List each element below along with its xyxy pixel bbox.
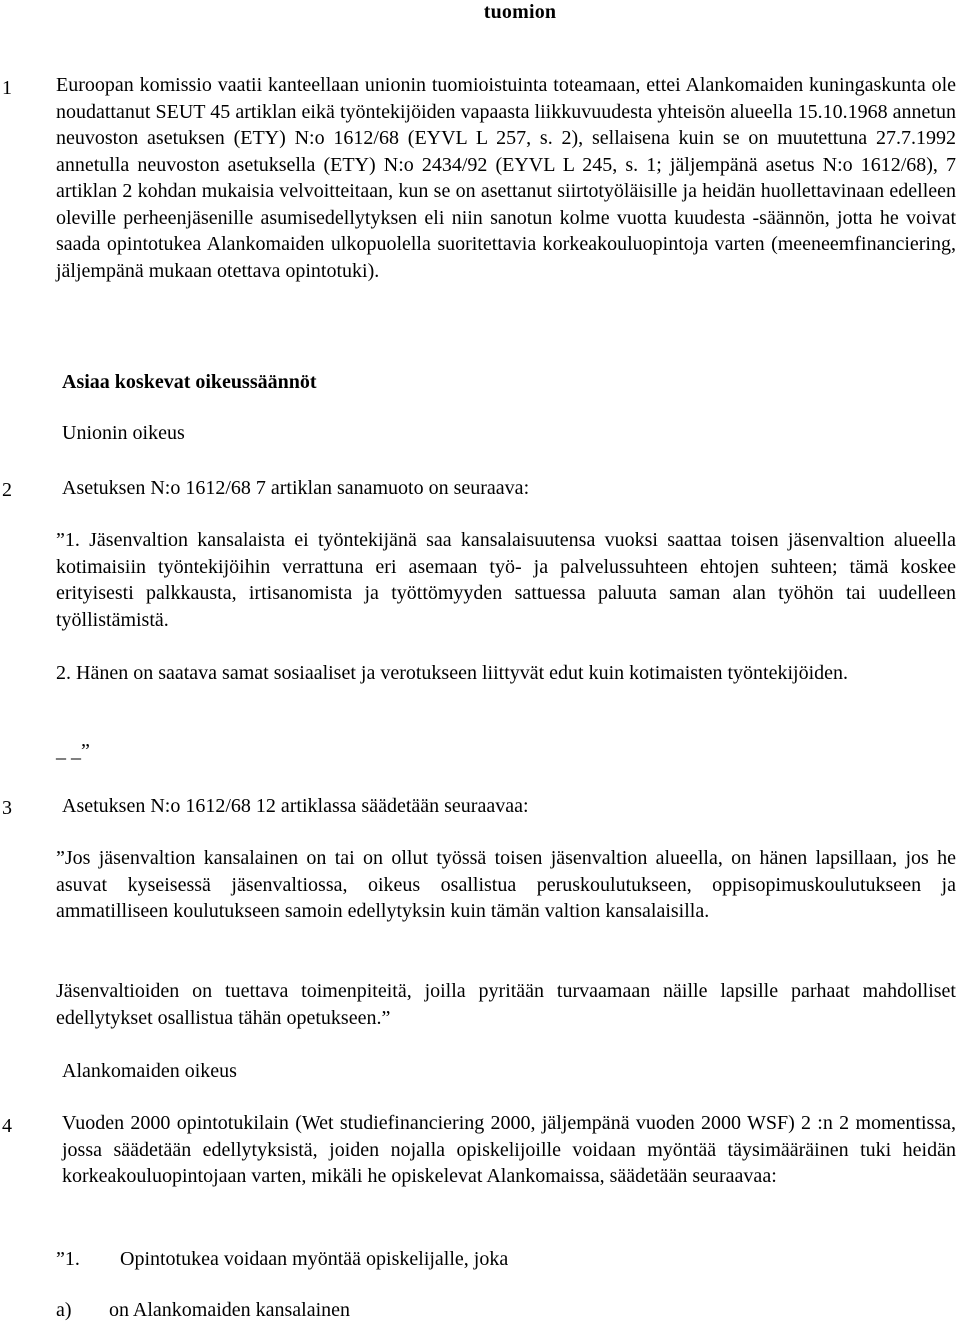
quote-item-text-1: Opintotukea voidaan myöntää opiskelijalle, joka — [120, 1248, 509, 1270]
paragraph-number-1: 1 — [2, 77, 12, 99]
paragraph-2: Asetuksen N:o 1612/68 7 artiklan sanamuoto on seuraava: — [62, 477, 530, 499]
section-heading-legal-rules: Asiaa koskevat oikeussäännöt — [62, 371, 317, 393]
paragraph-number-4: 4 — [2, 1115, 12, 1137]
paragraph-4: Vuoden 2000 opintotukilain (Wet studiefinanciering 2000, jäljempänä vuoden 2000 WSF) 2 :n 2 momentissa, jossa säädetään edellytyksistä, joiden nojalla opiskelijoille voidaan myöntää täysimääräinen tuki heidän korkeakouluopintojaan varten, mikäli he opiskelevat Alankomaissa, säädetään seuraavaa: — [62, 1112, 956, 1187]
quote-item-number-1: ”1. — [56, 1248, 80, 1270]
paragraph-3: Asetuksen N:o 1612/68 12 artiklassa säädetään seuraavaa: — [62, 795, 529, 817]
quote-subitem-label-a: a) — [56, 1299, 72, 1321]
subheading-union-law: Unionin oikeus — [62, 422, 185, 444]
quote-article-7-para-2: 2. Hänen on saatava samat sosiaaliset ja verotukseen liittyvät edut kuin kotimaisten työntekijöiden. — [56, 662, 849, 684]
paragraph-number-3: 3 — [2, 797, 12, 819]
paragraph-1: Euroopan komissio vaatii kanteellaan unionin tuomioistuinta toteamaan, ettei Alankomaiden kuningaskunta ole noudattanut SEUT 45 artiklan eikä työntekijöiden vapaasta liikkuvuudesta yhteisön alueella 15.10.1968 annetun neuvoston asetuksen (ETY) N:o 1612/68 (EYVL L 257, s. 2), sellaisena kuin se on muutettuna 27.7.1992 annetulla neuvoston asetuksella (ETY) N:o 2434/92 (EYVL L 245, s. 1; jäljempänä asetus N:o 1612/68), 7 artiklan 2 kohdan mukaisia velvoitteitaan, kun se on asettanut siirtotyöläisille ja heidän huollettavinaan edelleen oleville perheenjäsenille asumisedellytyksen eli niin sanotun kolme vuotta kuudesta -säännön, jotta he voivat saada opintotukea Alankomaiden ulkopuolella suoritettavia korkeakouluopintoja varten (meeneemfinanciering, jäljempänä mukaan otettava opintotuki). — [56, 74, 956, 282]
quote-article-12-para-1: ”Jos jäsenvaltion kansalainen on tai on ollut työssä toisen jäsenvaltion alueella, on hänen lapsillaan, jos he asuvat kyseisessä jäsenvaltiossa, oikeus osallistua peruskoulutukseen, oppisopimuskoulutukseen ja ammatilliseen koulutukseen samoin edellytyksin kuin tämän valtion kansalaisilla. — [56, 847, 956, 922]
paragraph-number-2: 2 — [2, 479, 12, 501]
page-heading: tuomion — [483, 1, 557, 23]
quote-article-7-para-1: ”1. Jäsenvaltion kansalaista ei työntekijänä saa kansalaisuutensa vuoksi saattaa toisen jäsenvaltion alueella kotimaisiin työntekijöihin verrattuna eri asemaan työ- ja palvelussuhteen ehtojen suhteen; tämä koskee erityisesti palkkausta, irtisanomista ja työttömyyden sattuessa paluuta saman alan työhön tai uudelleen työllistämistä. — [56, 529, 956, 631]
subheading-dutch-law: Alankomaiden oikeus — [62, 1060, 237, 1082]
quote-ellipsis-end: _ _” — [56, 740, 90, 762]
quote-article-12-para-2: Jäsenvaltioiden on tuettava toimenpiteitä, joilla pyritään turvaamaan näille lapsille parhaat mahdolliset edellytykset osallistua tähän opetukseen.” — [56, 980, 956, 1029]
quote-subitem-text-a: on Alankomaiden kansalainen — [109, 1299, 351, 1321]
